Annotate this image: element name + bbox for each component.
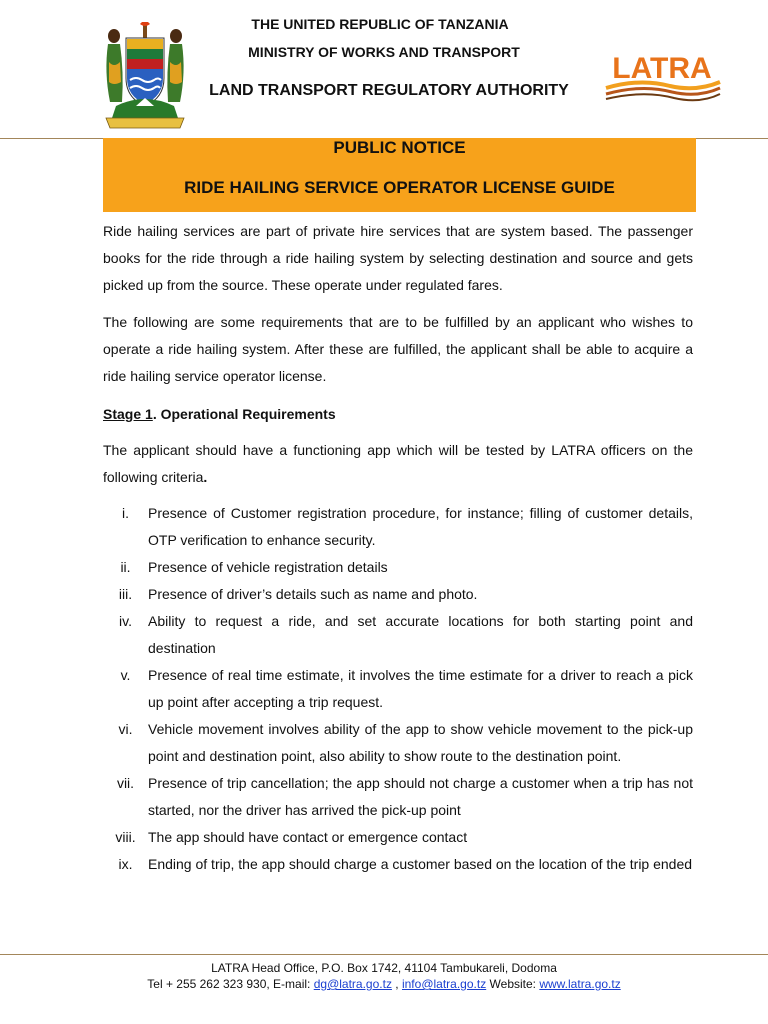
criteria-number: i. [122, 505, 129, 521]
criteria-number: iv. [119, 613, 132, 629]
latra-logo-graphic [600, 48, 724, 112]
stage-title: . Operational Requirements [152, 406, 336, 422]
stage-label: Stage 1 [103, 406, 153, 422]
email-dg-link[interactable]: dg@latra.go.tz [313, 977, 392, 991]
criteria-number: viii. [115, 829, 136, 845]
banner-public-notice: PUBLIC NOTICE [333, 138, 466, 157]
email-info-link[interactable]: info@latra.go.tz [401, 977, 487, 991]
footer-divider [0, 954, 768, 955]
header-republic: THE UNITED REPUBLIC OF TANZANIA [251, 16, 509, 32]
website-link[interactable]: www.latra.go.tz [539, 977, 621, 991]
intro-paragraph: Ride hailing services are part of private hire services that are system based. The passenger books for the ride through a ride hailing system by selecting destination and source and gets picked up from the source. These operate under regulated fares. [103, 223, 693, 293]
criteria-number: ix. [118, 856, 133, 872]
criteria-text: Ability to request a ride, and set accurate locations for both starting point and destination [148, 613, 693, 656]
stage-heading [103, 401, 693, 428]
criteria-item [103, 824, 693, 851]
header-authority: LAND TRANSPORT REGULATORY AUTHORITY [209, 82, 569, 99]
footer-separator: , [391, 977, 402, 991]
criteria-text: Presence of real time estimate, it involves the time estimate for a driver to reach a pick up point after accepting a trip request. [148, 667, 693, 710]
criteria-text: Presence of Customer registration procedure, for instance; filling of customer details, OTP verification to enhance security. [148, 505, 693, 548]
footer-address: LATRA Head Office, P.O. Box 1742, 41104 Tambukareli, Dodoma [211, 961, 557, 975]
footer-website-label: Website: [486, 977, 540, 991]
criteria-item [103, 608, 693, 662]
criteria-list [103, 500, 693, 878]
criteria-text: Ending of trip, the app should charge a customer based on the location of the trip ended [148, 856, 693, 872]
criteria-item [103, 662, 693, 716]
criteria-intro-text: The applicant should have a functioning app which will be tested by LATRA officers on the following criteria [103, 442, 693, 485]
criteria-item [103, 770, 693, 824]
criteria-item [103, 851, 693, 878]
criteria-number: vi. [118, 721, 133, 737]
latra-logo [600, 48, 724, 112]
coat-of-arms-emblem [100, 22, 190, 132]
criteria-item [103, 554, 693, 581]
criteria-text: Presence of trip cancellation; the app should not charge a customer when a trip has not started, nor the driver has arrived the pick-up point [148, 775, 693, 818]
footer-contacts [0, 977, 768, 991]
criteria-item [103, 581, 693, 608]
criteria-text: The app should have contact or emergence contact [148, 829, 468, 845]
criteria-number: v. [120, 667, 131, 683]
criteria-intro-paragraph [103, 437, 693, 491]
criteria-item [103, 716, 693, 770]
criteria-item [103, 500, 693, 554]
requirements-paragraph: The following are some requirements that are to be fulfilled by an applicant who wishes to operate a ride hailing system. After these are fulfilled, the applicant shall be able to acquire a ride hailing service operator license. [103, 314, 693, 384]
criteria-intro-period: . [203, 469, 208, 485]
criteria-number: vii. [116, 775, 135, 791]
header-ministry: MINISTRY OF WORKS AND TRANSPORT [248, 44, 520, 60]
criteria-number: iii. [118, 586, 133, 602]
notice-banner [103, 138, 696, 212]
criteria-text: Presence of driver’s details such as name and photo. [148, 586, 478, 602]
criteria-number: ii. [120, 559, 131, 575]
banner-guide-title: RIDE HAILING SERVICE OPERATOR LICENSE GUIDE [184, 178, 615, 197]
criteria-text: Vehicle movement involves ability of the app to show vehicle movement to the pick-up point and destination point, also ability to show route to the destination point. [148, 721, 693, 764]
criteria-text: Presence of vehicle registration details [148, 559, 388, 575]
footer-tel: Tel + 255 262 323 930, E-mail: [147, 977, 314, 991]
latra-logo-text: LATRA [612, 52, 712, 85]
